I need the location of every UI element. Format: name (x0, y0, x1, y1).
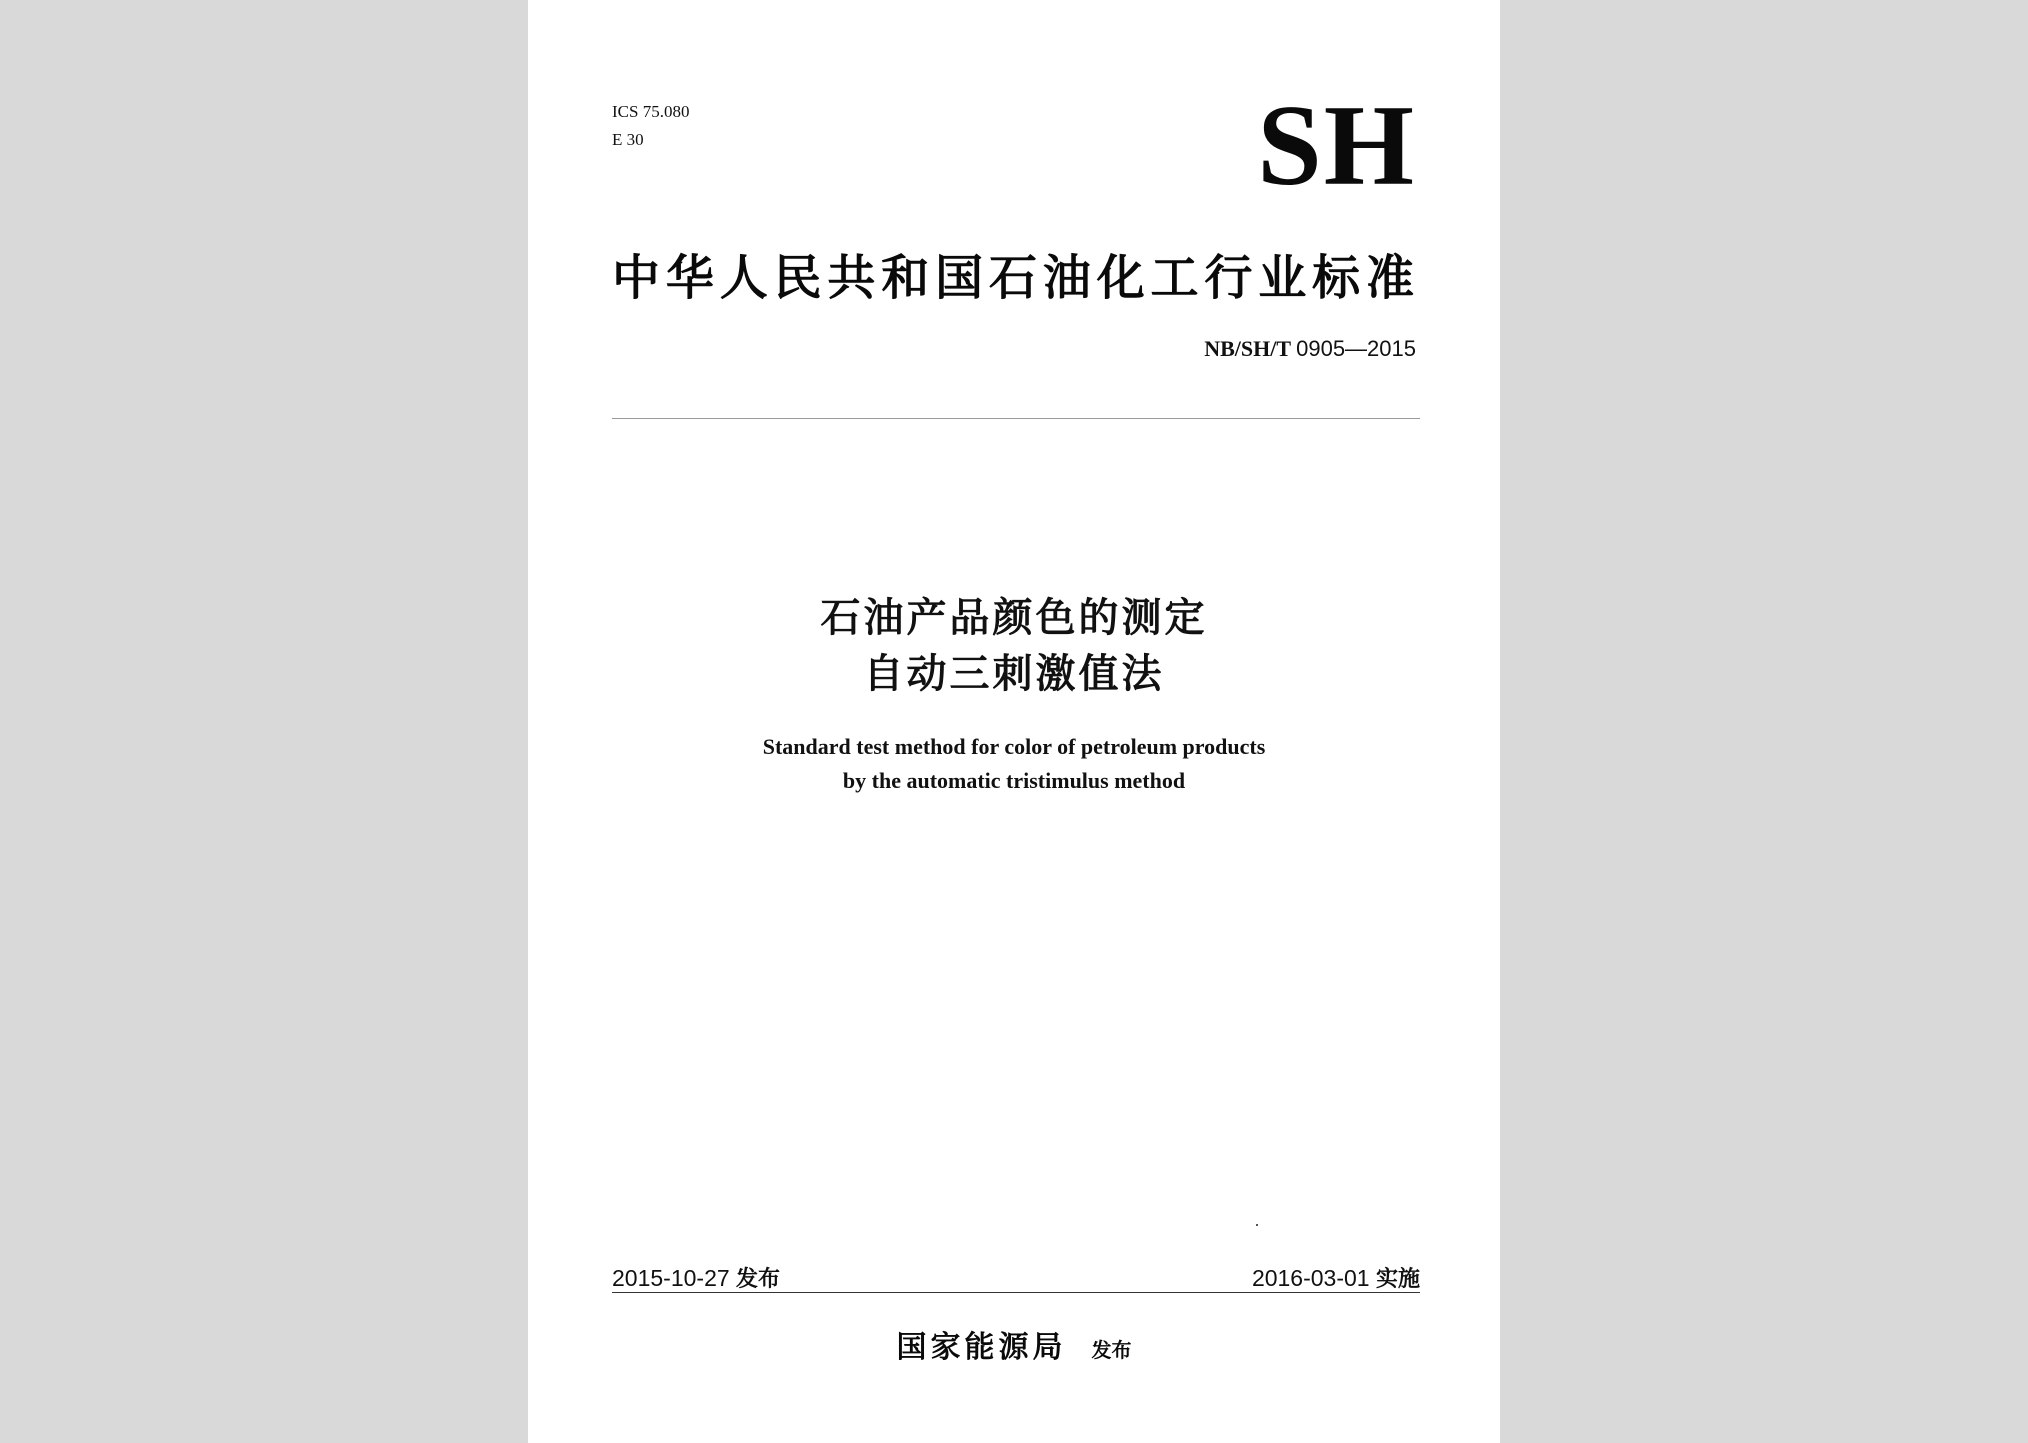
ics-code: ICS 75.080 (612, 102, 690, 121)
issue-date-block (612, 1262, 780, 1293)
ccs-code: E 30 (612, 130, 644, 149)
scan-speck (1256, 1224, 1258, 1226)
header-divider (612, 418, 1420, 419)
footer-divider (612, 1292, 1420, 1293)
title-cn-line-1: 石油产品颜色的测定 (820, 595, 1208, 641)
title-cn-line-2: 自动三刺激值法 (863, 651, 1165, 697)
issuer-name: 国家能源局 (896, 1330, 1067, 1365)
implement-date-block (1252, 1262, 1420, 1293)
classification-codes (612, 98, 689, 154)
sh-logo: SH (1257, 82, 1416, 210)
implement-date: 2016-03-01 (1251, 1265, 1370, 1291)
implement-label: 实施 (1375, 1267, 1420, 1292)
issuer (528, 1322, 1500, 1366)
standard-number (1204, 336, 1416, 362)
title-en-line-1: Standard test method for color of petroleum products (762, 734, 1266, 759)
title-en-line-2: by the automatic tristimulus method (842, 768, 1186, 793)
date-row (612, 1262, 1420, 1292)
issue-date: 2015-10-27 (612, 1265, 730, 1291)
standard-code-prefix: NB/SH/T (1204, 336, 1291, 361)
document-title-chinese (528, 590, 1500, 702)
document-page (528, 0, 1500, 1443)
standard-code-number: 0905—2015 (1296, 336, 1416, 361)
standard-category-title: 中华人民共和国石油化工行业标准 (612, 250, 1416, 306)
issue-label: 发布 (736, 1267, 781, 1292)
document-title-english (528, 730, 1500, 798)
issuer-suffix: 发布 (1091, 1338, 1132, 1362)
